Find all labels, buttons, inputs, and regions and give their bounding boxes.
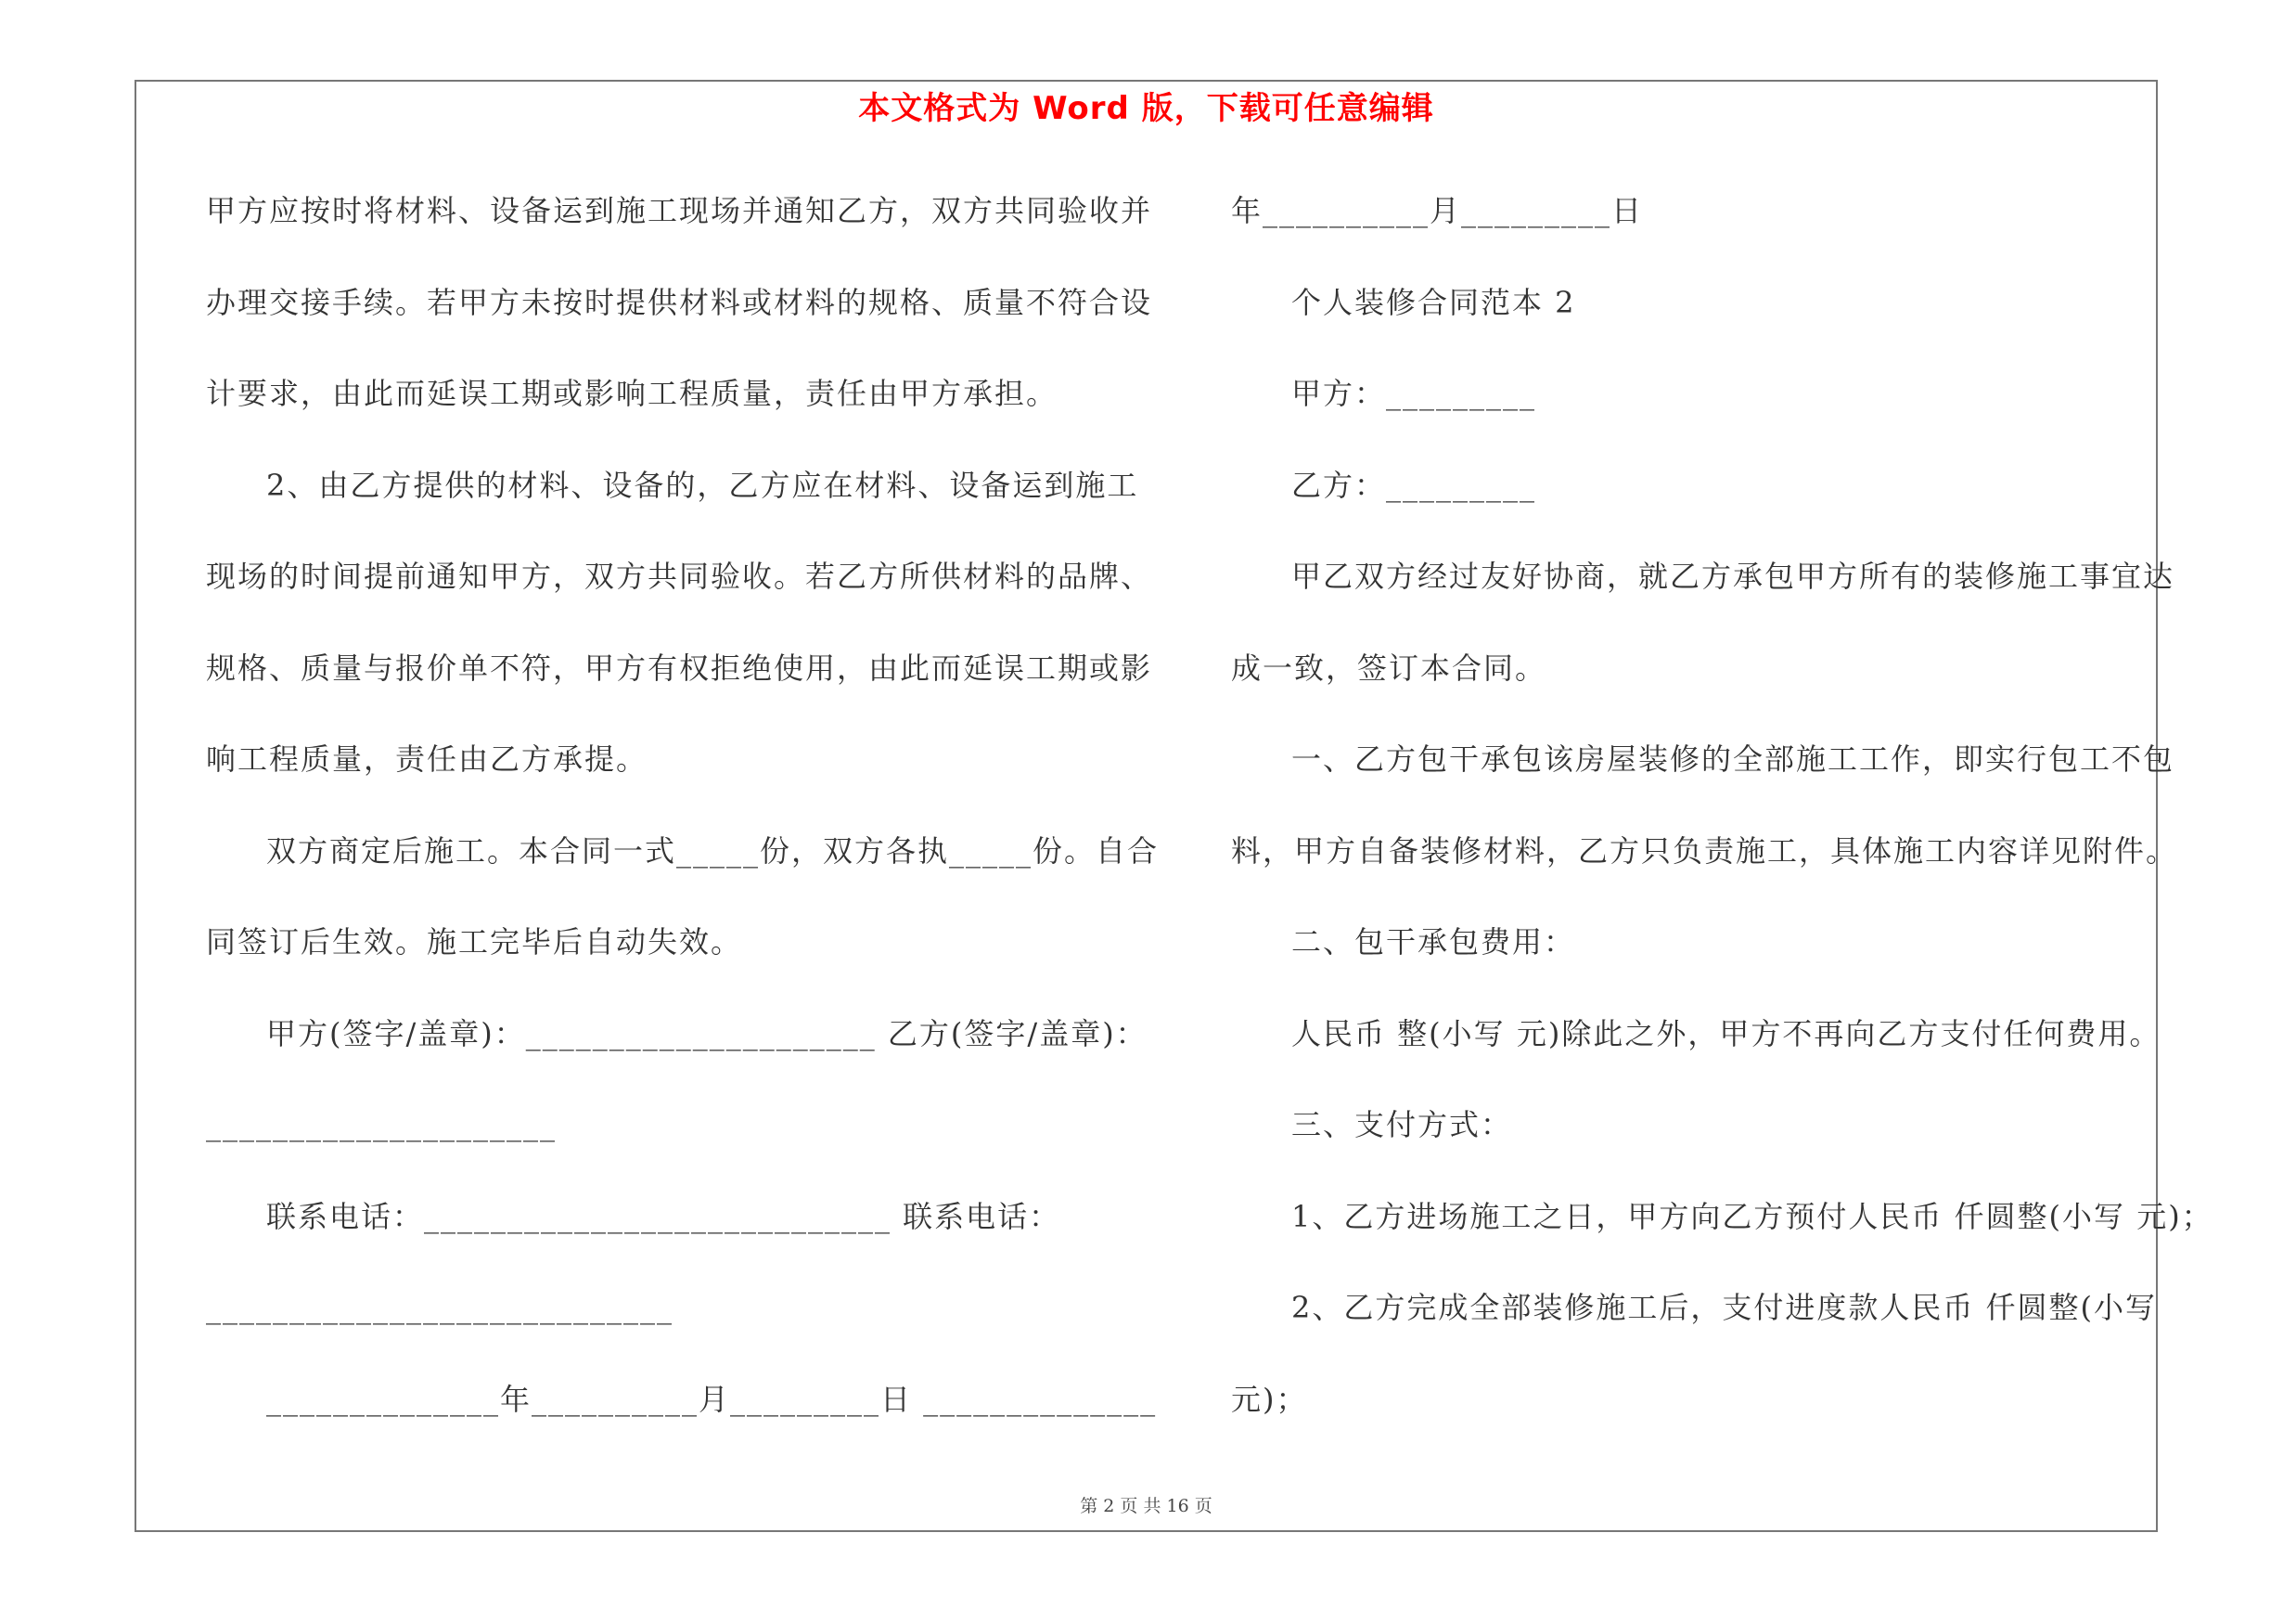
text-line: 规格、质量与报价单不符，甲方有权拒绝使用，由此而延误工期或影 — [206, 650, 1153, 686]
text-line: 三、支付方式： — [1291, 1107, 1513, 1142]
text-line: 料，甲方自备装修材料，乙方只负责施工，具体施工内容详见附件。 — [1231, 832, 2178, 869]
text-line: ____________________________ — [206, 1290, 673, 1325]
left-column — [206, 183, 1160, 1462]
text-line: 个人装修合同范本 2 — [1291, 284, 1576, 320]
page-number-footer: 第 2 页 共 16 页 — [1080, 1496, 1212, 1516]
text-line: 双方商定后施工。本合同一式_____份，双方各执_____份。自合 — [266, 832, 1160, 869]
text-line: 一、乙方包干承包该房屋装修的全部施工工作，即实行包工不包 — [1291, 741, 2175, 777]
text-line: 二、包干承包费用： — [1291, 924, 1576, 960]
text-line: 甲方：_________ — [1291, 376, 1537, 411]
text-line: 同签订后生效。施工完毕后自动失效。 — [206, 924, 743, 960]
format-notice-banner: 本文格式为 Word 版，下载可任意编辑 — [858, 90, 1434, 127]
text-line: 2、乙方完成全部装修施工后，支付进度款人民币 仟圆整(小写 — [1291, 1290, 2158, 1325]
text-line: 人民币 整(小写 元)除此之外，甲方不再向乙方支付任何费用。 — [1291, 1015, 2161, 1051]
text-line: 乙方：_________ — [1291, 467, 1537, 503]
text-line: 甲方(签字/盖章)：_____________________ 乙方(签字/盖章)： — [266, 1015, 1148, 1051]
text-line: 响工程质量，责任由乙方承提。 — [206, 741, 648, 777]
text-line: 2、由乙方提供的材料、设备的，乙方应在材料、设备运到施工 — [266, 467, 1139, 503]
right-column — [1231, 183, 2213, 1462]
text-line: 办理交接手续。若甲方未按时提供材料或材料的规格、质量不符合设 — [206, 284, 1153, 320]
text-line: 元)； — [1231, 1381, 1308, 1417]
text-line: _____________________ — [206, 1107, 557, 1142]
text-line: 甲方应按时将材料、设备运到施工现场并通知乙方，双方共同验收并 — [206, 193, 1153, 228]
text-line: 年__________月_________日 — [1231, 193, 1644, 228]
text-line: 联系电话：____________________________ 联系电话： — [266, 1198, 1061, 1234]
text-line: 1、乙方进场施工之日，甲方向乙方预付人民币 仟圆整(小写 元)； — [1291, 1198, 2213, 1234]
text-line: ______________年__________月_________日 ______________ — [266, 1381, 1158, 1417]
text-line: 计要求，由此而延误工期或影响工程质量，责任由甲方承担。 — [206, 376, 1058, 411]
text-line: 甲乙双方经过友好协商，就乙方承包甲方所有的装修施工事宜达 — [1291, 559, 2175, 594]
text-line: 成一致，签订本合同。 — [1231, 650, 1547, 686]
text-line: 现场的时间提前通知甲方，双方共同验收。若乙方所供材料的品牌、 — [206, 559, 1153, 594]
